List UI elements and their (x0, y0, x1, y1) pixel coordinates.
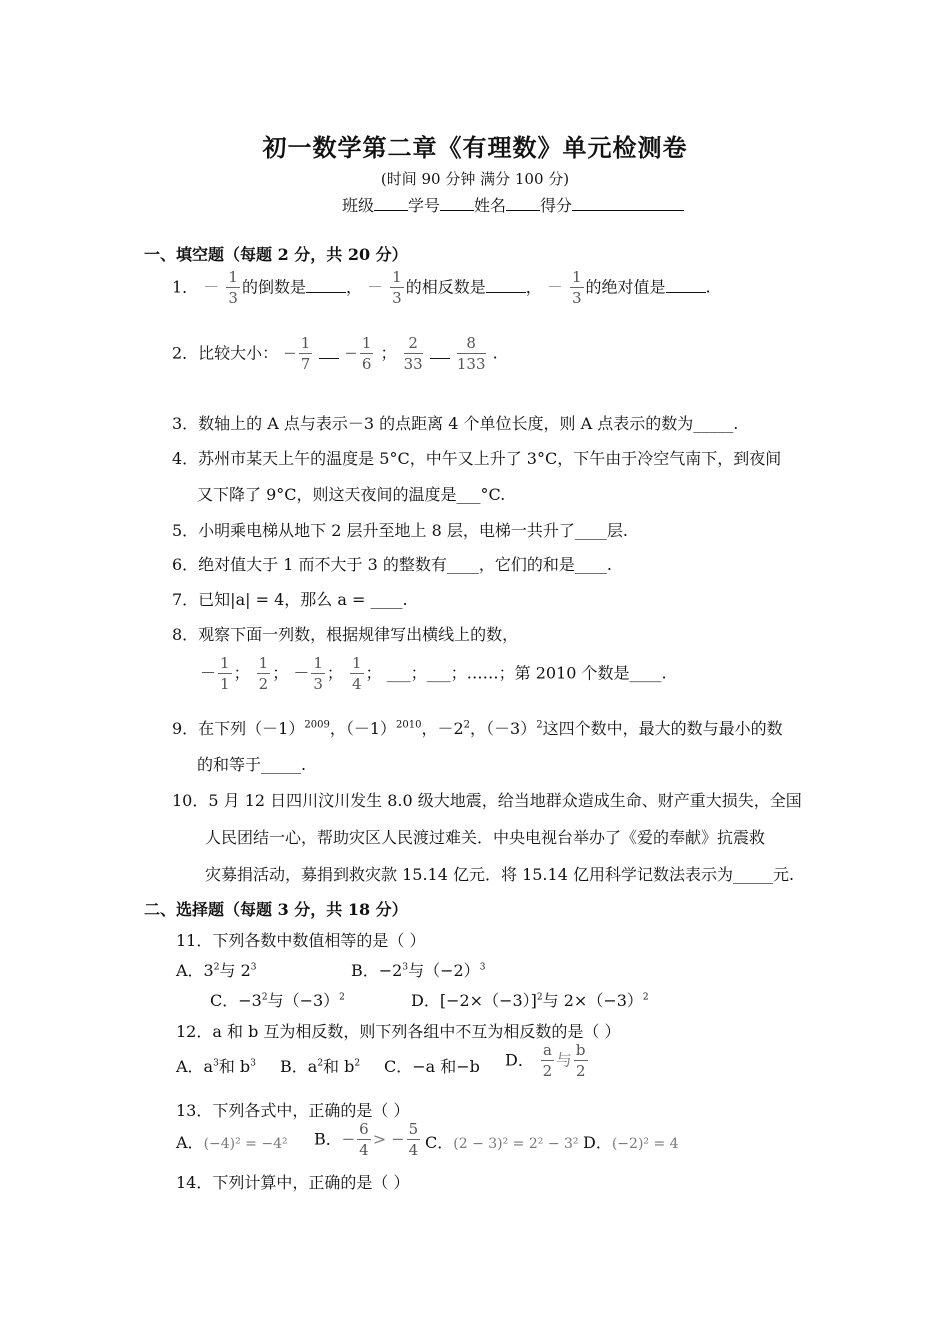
question-1: 1． － $\frac{1}{3}$ 的倒数是 ， － $\frac{1}{3}$ 的相反数是 ， － $\frac{1}{3}$ 的绝对值是 . (172, 268, 711, 307)
section2-heading: 二、选择题（每题 3 分，共 18 分） (144, 900, 408, 919)
q8-fraction-2: $\frac{1}{2}$ (258, 654, 269, 693)
q1-blank-2[interactable] (486, 278, 526, 293)
q1-text-2: 的相反数是 (405, 277, 486, 297)
q1-blank-1[interactable] (306, 278, 346, 293)
q1-text-3: 的绝对值是 (585, 277, 666, 297)
q13-option-a[interactable]: A．(−4)² = −4² (176, 1133, 288, 1152)
section1-heading: 一、填空题（每题 2 分，共 20 分） (144, 245, 408, 264)
student-info-line (342, 193, 684, 216)
q11-option-a[interactable]: A．$3^2$与 $2^3$ (176, 961, 257, 980)
q1-fraction-1: $\frac{1}{3}$ (228, 268, 238, 307)
class-blank[interactable] (374, 196, 408, 211)
q2-fraction-3: $\frac{2}{33}$ (403, 334, 423, 373)
score-blank[interactable] (572, 196, 684, 211)
q11-option-d[interactable]: D．$[-2\times(-3)]^2$与 $2\times(-3)^2$ (411, 991, 649, 1010)
question-12: 12．a 和 b 互为相反数，则下列各组中不互为相反数的是（ ） (176, 1022, 621, 1041)
exam-subtitle: (时间 90 分钟 满分 100 分) (380, 170, 570, 188)
page-title: 初一数学第二章《有理数》单元检测卷 (262, 133, 688, 162)
q11-option-c[interactable]: C．$-3^2$与$(-3)^2$ (210, 991, 345, 1010)
question-4-line1: 4．苏州市某天上午的温度是 5°C，中午又上升了 3°C，下午由于冷空气南下，到夜间 (172, 449, 782, 468)
q12-option-d[interactable]: D． $\frac{a}{2}$ 与 $\frac{b}{2}$ (505, 1041, 586, 1080)
q8-fraction-1: $\frac{1}{1}$ (220, 654, 230, 693)
q1-neg: － (203, 277, 220, 297)
question-9-line2: 的和等于_____. (197, 755, 307, 774)
question-6: 6．绝对值大于 1 而不大于 3 的整数有____，它们的和是____. (172, 555, 612, 574)
q1-blank-3[interactable] (666, 278, 706, 293)
q13-option-c[interactable]: C．(2 − 3)² = 2² − 3² (425, 1133, 579, 1152)
q11-option-b[interactable]: B．$-2^3$与$(-2)^3$ (351, 961, 486, 980)
question-10-line3: 灾募捐活动，募捐到救灾款 15.14 亿元．将 15.14 亿用科学记数法表示为_____元. (205, 865, 795, 884)
score-label: 得分 (540, 196, 573, 215)
class-label: 班级 (342, 196, 375, 215)
q13-option-d[interactable]: D．(−2)² = 4 (583, 1133, 679, 1152)
name-blank[interactable] (506, 196, 540, 211)
q13-option-b[interactable]: B．− $\frac{6}{4}$ > − $\frac{5}{4}$ (314, 1120, 419, 1159)
question-9-line1: 9．在下列$(-1)^{2009}$，$(-1)^{2010}$，$-2^2$，$(-3)^2$这四个数中，最大的数与最小的数 (172, 719, 783, 738)
question-14: 14．下列计算中，正确的是（ ） (176, 1173, 410, 1192)
question-10-line2: 人民团结一心，帮助灾区人民渡过难关．中央电视台举办了《爱的奉献》抗震救 (205, 828, 766, 847)
number-label: 学号 (408, 196, 441, 215)
q1-fraction-2: $\frac{1}{3}$ (392, 268, 402, 307)
q2-blank-2[interactable] (430, 344, 450, 359)
question-10-line1: 10．5 月 12 日四川汶川发生 8.0 级大地震，给当地群众造成生命、财产重大损失，全国 (172, 791, 802, 810)
q12-option-a[interactable]: A．$a^3$和 $b^3$ (176, 1057, 256, 1076)
q2-blank-1[interactable] (319, 344, 339, 359)
q8-fraction-3: $\frac{1}{3}$ (313, 654, 323, 693)
q8-fraction-4: $\frac{1}{4}$ (352, 654, 362, 693)
q2-fraction-1: $\frac{1}{7}$ (300, 334, 311, 373)
question-8-sequence: － $\frac{1}{1}$ ； $\frac{1}{2}$ ； － $\frac{1}{3}$ ； $\frac{1}{4}$ ； ___；___；……；第 2010 个数是____. (200, 654, 667, 693)
q12-option-c[interactable]: C．−a 和−b (384, 1057, 480, 1076)
q12-option-b[interactable]: B．$a^2$和 $b^2$ (280, 1057, 361, 1076)
question-5: 5．小明乘电梯从地下 2 层升至地上 8 层，电梯一共升了____层. (172, 521, 628, 540)
question-7: 7．已知|a| = 4，那么 a = ____. (172, 590, 408, 609)
q1-fraction-3: $\frac{1}{3}$ (571, 268, 582, 307)
question-4-line2: 又下降了 9°C，则这天夜间的温度是___°C. (197, 485, 506, 504)
q2-fraction-2: $\frac{1}{6}$ (361, 334, 372, 373)
question-2: 2．比较大小： − $\frac{1}{7}$ − $\frac{1}{6}$ ； $\frac{2}{33}$ $\frac{8}{133}$ . (172, 334, 498, 373)
question-8-line1: 8．观察下面一列数，根据规律写出横线上的数， (172, 625, 519, 644)
q1-text-1: 的倒数是 (241, 277, 306, 297)
question-13: 13．下列各式中，正确的是（ ） (176, 1101, 410, 1120)
number-blank[interactable] (440, 196, 474, 211)
name-label: 姓名 (474, 196, 507, 215)
question-3: 3．数轴上的 A 点与表示－3 的点距离 4 个单位长度，则 A 点表示的数为_____. (172, 414, 739, 433)
q2-fraction-4: $\frac{8}{133}$ (456, 334, 486, 373)
question-11: 11．下列各数中数值相等的是（ ） (176, 931, 426, 950)
q8-tail: ___；___；……；第 2010 个数是____. (386, 663, 667, 683)
q1-number: 1． (172, 277, 199, 297)
q2-prefix: 2．比较大小： (172, 343, 279, 363)
